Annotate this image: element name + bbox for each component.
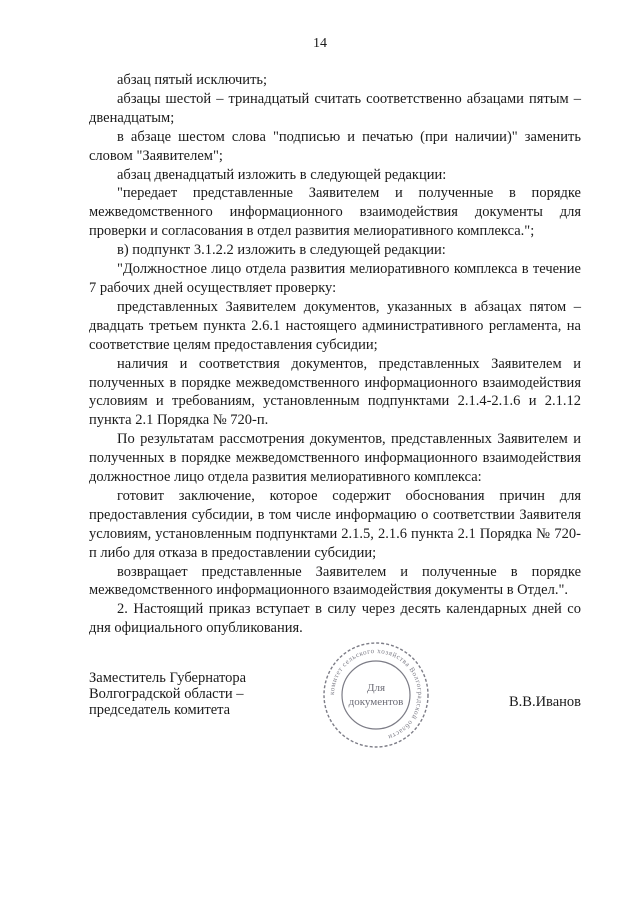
paragraph: абзацы шестой – тринадцатый считать соответственно абзацами пятым – двенадцатым; <box>89 90 581 126</box>
paragraph: По результатам рассмотрения документов, представленных Заявителем и полученных в порядке межведомственного информационного взаимодействия должностное лицо отдела развития мелиоративного комплекса: <box>89 431 581 486</box>
paragraph: возвращает представленные Заявителем и полученные в порядке межведомственного информационного взаимодействия документы в Отдел.". <box>89 563 581 599</box>
signatory-title-line: Заместитель Губернатора <box>89 670 247 686</box>
signatory-title-line: Волгоградской области – <box>89 686 244 702</box>
paragraph: "Должностное лицо отдела развития мелиоративного комплекса в течение 7 рабочих дней осуществляет проверку: <box>89 261 581 296</box>
paragraph: наличия и соответствия документов, представленных Заявителем и полученных в порядке межведомственного информационного взаимодействия условиям и требованиям, установленным подпунктами 2.1.4-2.1.6 и 2.1.12 пункта 2.1 Порядка № 720-п. <box>89 355 581 429</box>
stamp-center-text: Для <box>366 682 386 694</box>
stamp-outer-ring <box>324 643 428 747</box>
paragraph: абзац двенадцатый изложить в следующей редакции: <box>117 166 447 183</box>
signature-block <box>89 646 581 780</box>
paragraph: в) подпункт 3.1.2.2 изложить в следующей редакции: <box>117 242 446 259</box>
stamp-center-text: документов <box>348 696 404 708</box>
page-number: 14 <box>313 36 327 51</box>
paragraph: представленных Заявителем документов, указанных в абзацах пятом – двадцать третьем пункта 2.6.1 настоящего административного регламента, на соответствие целям предоставления субсидии; <box>89 298 581 353</box>
paragraph: "передает представленные Заявителем и полученные в порядке межведомственного информационного взаимодействия документы для проверки и согласования в отдел развития мелиоративного комплекса."; <box>89 185 581 240</box>
document-body <box>89 71 581 638</box>
paragraph: в абзаце шестом слова "подписью и печатью (при наличии)" заменить словом "Заявителем"; <box>89 128 581 164</box>
paragraph: 2. Настоящий приказ вступает в силу через десять календарных дней со дня официального опубликования. <box>89 601 581 637</box>
official-stamp <box>321 640 431 750</box>
stamp-ring-text: комитет сельского хозяйства Волгоградской области <box>327 646 425 742</box>
signatory-title-line: председатель комитета <box>89 702 231 718</box>
stamp-inner-ring <box>342 661 410 729</box>
paragraph: абзац пятый исключить; <box>117 72 268 88</box>
paragraph: готовит заключение, которое содержит обоснования причин для предоставления субсидии, в том числе информацию о соответствии Заявителя условиям, установленным подпунктами 2.1.5, 2.1.6 пункта 2.1 Порядка № 720-п либо для отказа в предоставлении субсидии; <box>89 487 581 561</box>
signatory-title <box>89 670 246 718</box>
signatory-name: В.В.Иванов <box>508 694 581 710</box>
